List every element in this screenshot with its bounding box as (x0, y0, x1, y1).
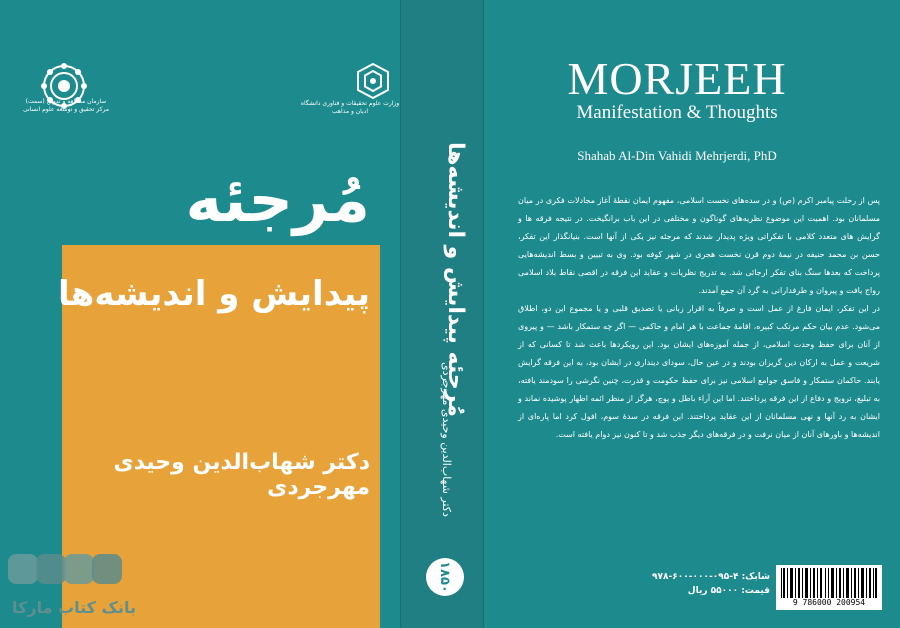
spine-number-badge: ۱۸۵۰ (426, 558, 464, 596)
barcode-bars-icon (780, 568, 878, 598)
hexagon-emblem-icon (354, 62, 392, 100)
blurb (518, 192, 880, 444)
back-title: مُرجئه (185, 163, 370, 236)
marka-logo-icon (6, 548, 124, 588)
price: قیمت: ۵۵۰۰۰ ریال (687, 586, 770, 596)
back-subtitle: پیدایش و اندیشه‌ها (58, 274, 370, 314)
english-title: MORJEEH (567, 53, 787, 104)
spine-title: مُرجئه پیدایش و اندیشه‌ها (443, 142, 468, 417)
back-author: دکتر شهاب‌الدین وحیدی مهرجردی (113, 450, 370, 500)
barcode-digits: 9 786000 200954 (792, 598, 866, 607)
english-author: Shahab Al-Din Vahidi Mehrjerdi, PhD (577, 148, 777, 163)
brand-name: بانک کتاب مارکا (12, 598, 136, 617)
blurb-paragraph-1: پس از رحلت پیامبر اکرم (ص) و در سده‌های نخست اسلامی، مفهوم ایمان نقطهٔ آغاز مجادلات فکری در میان مسلمانان بود. اهمیت این موضوع نظریه‌های گوناگون و مختلفی در این باب برانگیخت. در نتیجه فرقه ها و گرایش های متعدد کلامی با تفکراتی ویژه پدیدار شدند که مرجئه نیز یکی از آنها است. بنیانگذار این تفکر، حسن بن محمد حنیفه در نیمهٔ دوم قرن نخست هجری در شهر کوفه بود. وی به تبیین و بسط اندیشه‌هایی پرداخت که بعدها سنگ بنای تفکر ارجائی شد. به تدریج نظریات و عقاید این فرقه در اقصی نقاط بلاد اسلامی رواج یافت و پیروان و طرفدارانی به گرد آن جمع آمدند. (518, 196, 880, 295)
spine-author: دکتر شهاب‌الدین وحیدی مهرجردی (440, 362, 453, 517)
barcode (776, 565, 882, 610)
english-subtitle: Manifestation & Thoughts (576, 102, 778, 123)
blurb-paragraph-2: در این تفکر، ایمان فارغ از عمل است و صرفاً به اقرار زبانی یا تصدیق قلبی و یا مجموع این دو، اطلاق می‌شود. عدم بیان حکم مرتکب کبیره، اقامهٔ جماعت با هر امام و حاکمی — اگر چه ستمکار باشد — و پیروی از آنان برای حفظ وحدت اسلامی، از جمله آموزه‌های ایشان بود. این رویکردها باعث شد تا کسانی که از شریعت و عمل به ارکان دین گریزان بودند و در عین حال، سودای دینداری در ایشان بود، به این فرقه گرایش یابند. حاکمان ستمکار و فاسق جوامع اسلامی نیز برای حفظ حکومت و قدرت، چنین نگرشی را سودمند یافته، به تبلیغ، ترویج و دفاع از این فرقه پرداختند. اما این آراء باطل و پوچ، هرگز از منظر ائمه اطهار پوشیده نماند و ایشان به رد آنها و نهی مسلمانان از این عقاید پرداختند. این فرقه در سدهٔ سوم، افول کرد اما پاره‌ای از اندیشه‌ها و باورهای آنان از میان نرفت و در فرقه‌های دیگر جذب شد و تا کنون نیز دوام یافته است. (518, 304, 880, 439)
sazman-caption: سازمان مطالعه و تدوین (سمت) مرکز تحقیق و توسعه علوم انسانی (23, 98, 109, 113)
isbn: شابک: ۴-۰۹۵-۰۰۰-۶۰۰-۹۷۸ (652, 572, 770, 582)
university-caption: وزارت علوم تحقیقات و فناوری دانشگاه ادیان و مذاهب (300, 100, 400, 115)
